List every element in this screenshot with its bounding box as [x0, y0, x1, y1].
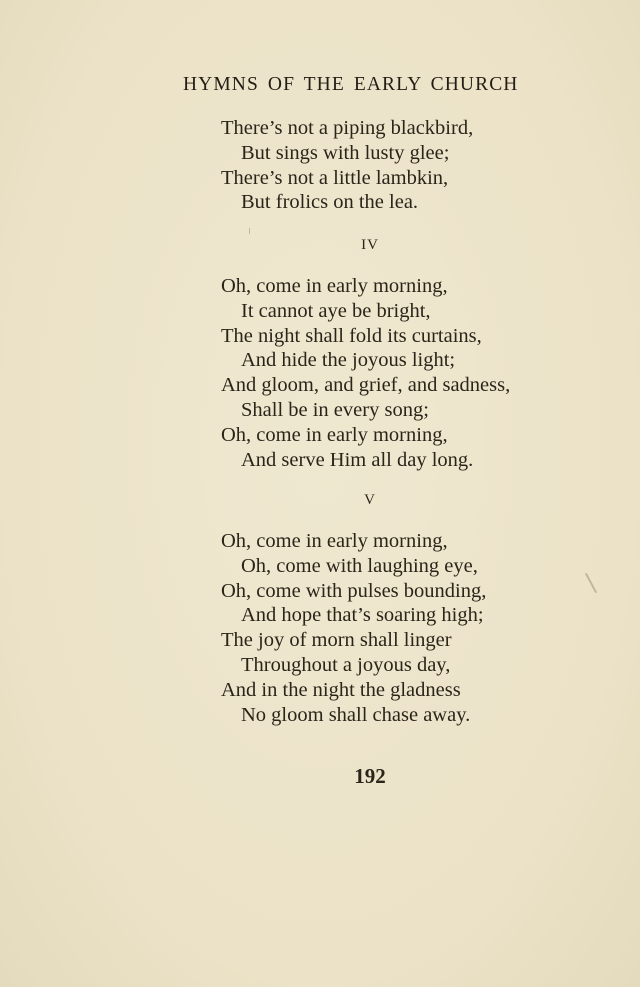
verse-line: And serve Him all day long. [241, 448, 474, 471]
section-numeral-v: V [364, 492, 376, 508]
verse-line: And hide the joyous light; [241, 349, 456, 372]
verse-line: And in the night the gladness [221, 678, 461, 701]
verse-line: But sings with lusty glee; [241, 141, 450, 164]
verse-line: Oh, come in early morning, [221, 423, 448, 446]
paper-speck [249, 228, 250, 234]
verse-line: And gloom, and grief, and sadness, [221, 374, 511, 397]
verse-line: But frolics on the lea. [241, 191, 419, 214]
verse-line: And hope that’s soaring high; [241, 604, 484, 627]
verse-line: No gloom shall chase away. [241, 703, 471, 726]
paper-speck [585, 573, 597, 593]
stanza-top [221, 116, 541, 215]
section-numeral-iv: IV [361, 237, 379, 253]
verse-line: It cannot aye be bright, [241, 299, 431, 322]
verse-line: Oh, come with pulses bounding, [221, 579, 487, 602]
verse-line: Oh, come with laughing eye, [241, 554, 478, 577]
running-head: HYMNS OF THE EARLY CHURCH [183, 74, 519, 95]
page-number: 192 [354, 764, 386, 788]
verse-line: The night shall fold its curtains, [221, 324, 482, 347]
verse-line: Oh, come in early morning, [221, 530, 448, 552]
verse-line: Shall be in every song; [241, 398, 429, 421]
stanza-iv [221, 274, 541, 472]
verse-line: Oh, come in early morning, [221, 275, 448, 297]
verse-line: There’s not a little lambkin, [221, 166, 449, 189]
verse-line: Throughout a joyous day, [241, 653, 451, 676]
stanza-v [221, 529, 541, 727]
verse-line: The joy of morn shall linger [221, 629, 452, 652]
verse-line: There’s not a piping blackbird, [221, 117, 474, 139]
